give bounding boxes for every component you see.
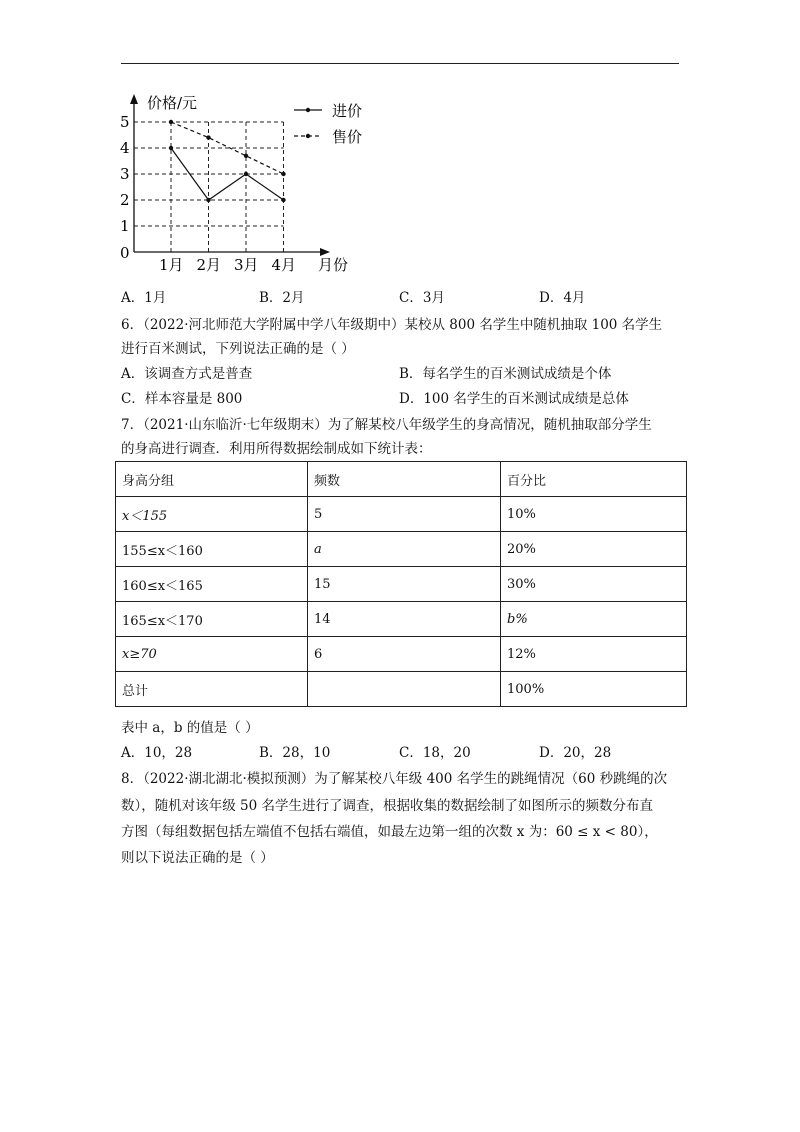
chart-axes — [120, 94, 330, 274]
data-point — [244, 172, 248, 176]
q8-stem-line4: 则以下说法正确的是（ ） — [121, 850, 274, 866]
y-tick-label: 4 — [120, 139, 130, 157]
q7-stem-line1: 7．（2021·山东临沂·七年级期末）为了解某校八年级学生的身高情况，随机抽取部分学生 — [121, 417, 652, 433]
legend-label: 售价 — [332, 128, 363, 146]
table-cell: 6 — [308, 637, 501, 672]
q7-option-d: D．20，28 — [539, 745, 612, 761]
table-row — [116, 567, 687, 602]
q5-option-d: D．4月 — [539, 290, 586, 306]
table-cell: a — [308, 532, 501, 567]
data-point — [169, 120, 173, 124]
q6-option-a: A．该调查方式是普查 — [121, 366, 253, 382]
q7-option-c: C．18，20 — [399, 745, 471, 761]
table-cell: b% — [501, 602, 687, 637]
q8-stem-line3: 方图（每组数据包括左端值不包括右端值，如最左边第一组的次数 x 为：60 ≤ x < 80）， — [121, 824, 658, 840]
q6-option-c: C．样本容量是 800 — [121, 391, 243, 407]
table-header-cell: 百分比 — [501, 462, 687, 497]
table-row — [116, 532, 687, 567]
y-tick-label: 5 — [120, 113, 130, 131]
q6-option-d: D．100 名学生的百米测试成绩是总体 — [399, 391, 629, 407]
data-point — [206, 135, 210, 139]
legend-marker — [306, 134, 310, 138]
table-cell: 10% — [501, 497, 687, 532]
q6-stem-line2: 进行百米测试，下列说法正确的是（ ） — [121, 341, 355, 357]
q6-option-b: B．每名学生的百米测试成绩是个体 — [399, 366, 612, 382]
y-tick-label: 3 — [120, 165, 130, 183]
data-point — [169, 146, 173, 150]
chart-grid — [134, 122, 284, 252]
table-cell: 12% — [501, 637, 687, 672]
table-header-cell: 频数 — [308, 462, 501, 497]
price-line-chart — [110, 88, 370, 278]
table-row — [116, 637, 687, 672]
x-tick-label: 1月 — [159, 256, 184, 274]
q6-stem-line1: 6．（2022·河北师范大学附属中学八年级期中）某校从 800 名学生中随机抽取 100 名学生 — [121, 317, 663, 333]
table-cell: 20% — [501, 532, 687, 567]
table-cell: 160≤x＜165 — [116, 567, 308, 602]
y-tick-label: 1 — [120, 217, 130, 235]
table-cell: 总计 — [116, 672, 308, 707]
table-header-row — [116, 462, 687, 497]
q8-stem-line1: 8．（2022·湖北湖北·模拟预测）为了解某校八年级 400 名学生的跳绳情况（60 秒跳绳的次 — [121, 771, 668, 787]
table-cell: 155≤x＜160 — [116, 532, 308, 567]
q5-option-b: B．2月 — [259, 290, 305, 306]
table-row — [116, 602, 687, 637]
y-axis-arrow — [130, 94, 138, 104]
q7-option-b: B．28，10 — [259, 745, 331, 761]
data-point — [281, 198, 285, 202]
y-tick-label: 2 — [120, 191, 130, 209]
table-cell: 30% — [501, 567, 687, 602]
x-tick-label: 4月 — [271, 256, 297, 274]
table-header-cell: 身高分组 — [116, 462, 308, 497]
height-frequency-table — [115, 461, 687, 707]
data-point — [281, 172, 285, 176]
origin-label: 0 — [120, 244, 130, 262]
table-cell: 15 — [308, 567, 501, 602]
q8-stem-line2: 数），随机对该年级 50 名学生进行了调查，根据收集的数据绘制了如图所示的频数分布直 — [121, 798, 654, 814]
table-cell: 100% — [501, 672, 687, 707]
x-tick-label: 3月 — [234, 256, 259, 274]
table-cell: 14 — [308, 602, 501, 637]
data-point — [206, 198, 210, 202]
q5-option-c: C．3月 — [399, 290, 445, 306]
table-cell: x≥70 — [116, 637, 308, 672]
y-axis-label: 价格/元 — [147, 94, 198, 112]
x-axis-label: 月份 — [318, 256, 349, 274]
q7-question: 表中 a，b 的值是（ ） — [121, 720, 259, 736]
table-cell: 5 — [308, 497, 501, 532]
header-rule — [121, 63, 679, 64]
q7-stem-line2: 的身高进行调查．利用所得数据绘制成如下统计表： — [121, 441, 432, 457]
q5-option-a: A．1月 — [121, 290, 167, 306]
legend-label: 进价 — [332, 102, 363, 120]
legend-marker — [306, 108, 310, 112]
table-cell — [308, 672, 501, 707]
table-cell: 165≤x＜170 — [116, 602, 308, 637]
x-axis-arrow — [320, 248, 330, 256]
q7-option-a: A．10，28 — [121, 745, 193, 761]
table-cell: x＜155 — [116, 497, 308, 532]
table-row — [116, 497, 687, 532]
chart-marks — [169, 102, 362, 202]
x-tick-label: 2月 — [196, 256, 222, 274]
table-row — [116, 672, 687, 707]
data-point — [244, 154, 248, 158]
